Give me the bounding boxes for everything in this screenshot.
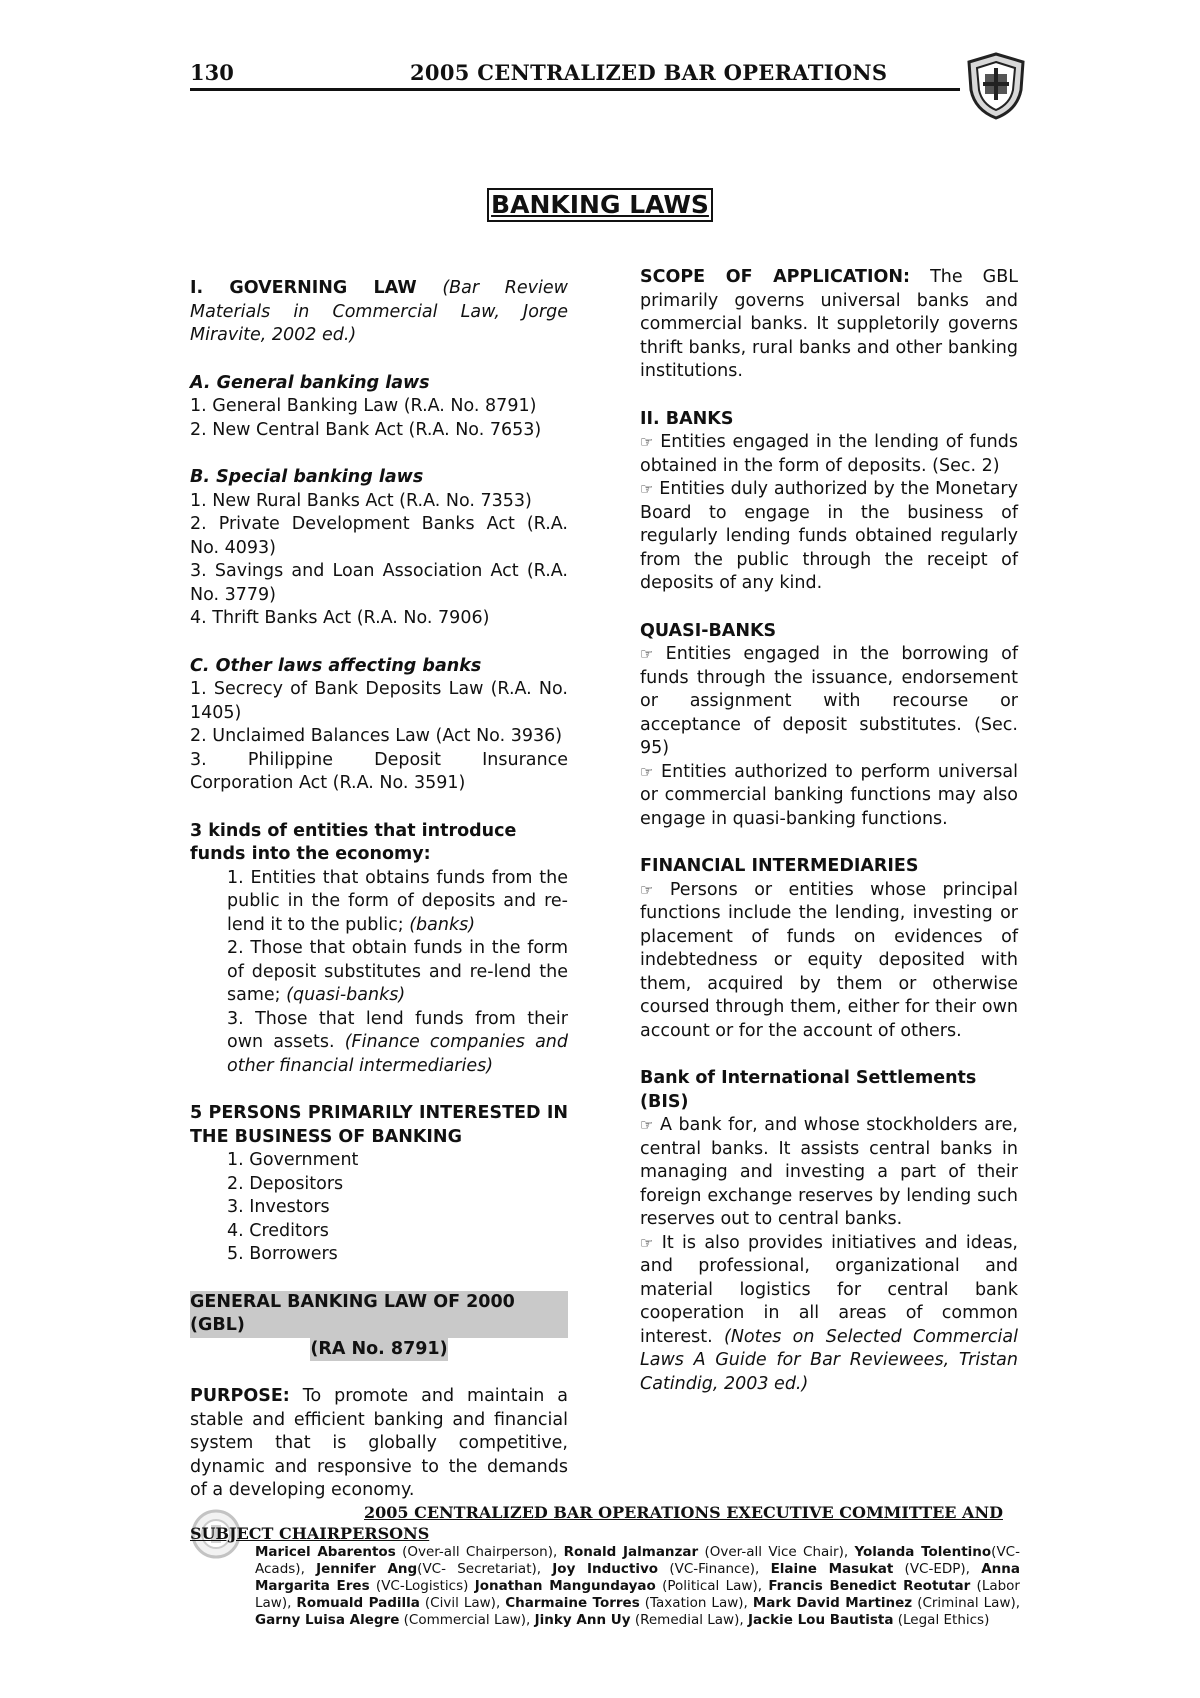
list-item: ☞ Entities authorized to perform universal or commercial banking functions may also engage in quasi-banking functions. xyxy=(640,761,1018,829)
list-item: ☞ Entities engaged in the lending of funds obtained in the form of deposits. (Sec. 2) xyxy=(640,432,1018,476)
list-item: 2. Unclaimed Balances Law (Act No. 3936) xyxy=(190,726,563,746)
running-title: 2005 CENTRALIZED BAR OPERATIONS xyxy=(410,60,888,85)
general-heading: A. General banking laws xyxy=(190,372,430,393)
list-item: 3. Investors xyxy=(227,1197,330,1217)
list-item: 5. Borrowers xyxy=(227,1244,338,1264)
list-item: 2. Depositors xyxy=(227,1173,344,1194)
banks-heading: II. BANKS xyxy=(640,408,734,429)
seal-icon xyxy=(965,52,1027,120)
three-kinds-heading: 3 kinds of entities that introduce funds into the economy: xyxy=(190,820,517,864)
list-item: 1. New Rural Banks Act (R.A. No. 7353) xyxy=(190,490,532,511)
scope: SCOPE OF APPLICATION: The GBL primarily governs universal banks and commercial banks. It suppletorily governs thrift banks, rural banks and other banking institutions. xyxy=(640,267,1018,381)
gbl-ra-number: (RA No. 8791) xyxy=(310,1338,447,1362)
footer-subheading: SUBJECT CHAIRPERSONS xyxy=(190,1524,430,1543)
list-item: 3. Savings and Loan Association Act (R.A. No. 3779) xyxy=(190,561,568,605)
list-item: 4. Thrift Banks Act (R.A. No. 7906) xyxy=(190,608,490,628)
page-title: BANKING LAWS xyxy=(487,188,713,222)
governing-law: I. GOVERNING LAW (Bar Review Materials in Commercial Law, Jorge Miravite, 2002 ed.) xyxy=(190,278,568,345)
pointing-hand-icon: ☞ xyxy=(640,433,654,451)
list-item: 1. General Banking Law (R.A. No. 8791) xyxy=(190,396,537,416)
list-item: 3. Those that lend funds from their own assets. (Finance companies and other financial intermediaries) xyxy=(227,1008,568,1076)
pointing-hand-icon: ☞ xyxy=(640,645,654,663)
list-item: 1. Government xyxy=(227,1150,359,1170)
list-item: 2. New Central Bank Act (R.A. No. 7653) xyxy=(190,419,542,440)
list-item: ☞ It is also provides initiatives and ideas, and professional, organizational and material logistics for central bank cooperation in all areas of common interest. (Notes on Selected Commercial Laws A Guide for Bar Reviewees, Tristan Catindig, 2003 ed.) xyxy=(640,1232,1018,1394)
running-header xyxy=(190,58,960,91)
purpose: PURPOSE: To promote and maintain a stable and efficient banking and financial system that is globally competitive, dynamic and responsive to the demands of a developing economy. xyxy=(190,1386,568,1500)
list-item: 1. Entities that obtains funds from the public in the form of deposits and re-lend it to the public; (banks) xyxy=(227,867,568,935)
list-item: 1. Secrecy of Bank Deposits Law (R.A. No. 1405) xyxy=(190,679,568,723)
committee-list: Maricel Abarentos (Over-all Chairperson), Ronald Jalmanzar (Over-all Vice Chair), Yolanda Tolentino(VC-Acads), Jennifer Ang(VC- Secretariat), Joy Inductivo (VC-Finance), Elaine Masukat (VC-EDP), Anna Margarita Eres (VC-Logistics) Jonathan Mangundayao (Political Law), Francis Benedict Reotutar (Labor Law), Romuald Padilla (Civil Law), Charmaine Torres (Taxation Law), Mark David Martinez (Criminal Law), Garny Luisa Alegre (Commercial Law), Jinky Ann Uy (Remedial Law), Jackie Lou Bautista (Legal Ethics) xyxy=(255,1544,1021,1628)
list-item: ☞ Entities duly authorized by the Monetary Board to engage in the business of regularly lending funds obtained regularly from the public through the receipt of deposits of any kind. xyxy=(640,479,1018,593)
list-item: ☞ Persons or entities whose principal functions include the lending, investing or placement of funds on evidences of indebtedness or equity deposited with them, acquired by them or otherwise coursed through them, either for their own account or for the account of others. xyxy=(640,879,1018,1041)
five-persons-heading: 5 PERSONS PRIMARILY INTERESTED IN THE BUSINESS OF BANKING xyxy=(190,1103,568,1147)
list-item: 3. Philippine Deposit Insurance Corporation Act (R.A. No. 3591) xyxy=(190,749,568,793)
pointing-hand-icon: ☞ xyxy=(640,480,654,498)
pointing-hand-icon: ☞ xyxy=(640,880,654,899)
financial-intermediaries-heading: FINANCIAL INTERMEDIARIES xyxy=(640,856,919,876)
gbl-heading: GENERAL BANKING LAW OF 2000 (GBL) xyxy=(190,1291,568,1338)
pointing-hand-icon: ☞ xyxy=(640,762,654,781)
list-item: ☞ Entities engaged in the borrowing of funds through the issuance, endorsement or assignment with recourse or acceptance of deposit substitutes. (Sec. 95) xyxy=(640,644,1018,758)
list-item: 4. Creditors xyxy=(227,1220,329,1241)
left-column xyxy=(190,277,568,1503)
quasi-banks-heading: QUASI-BANKS xyxy=(640,620,777,641)
right-column xyxy=(640,266,1018,1396)
list-item: 2. Private Development Banks Act (R.A. No. 4093) xyxy=(190,514,568,558)
pointing-hand-icon: ☞ xyxy=(640,1116,654,1134)
special-heading: B. Special banking laws xyxy=(190,467,424,487)
other-heading: C. Other laws affecting banks xyxy=(190,655,482,676)
list-item: 2. Those that obtain funds in the form of deposit substitutes and re-lend the same; (quasi-banks) xyxy=(227,938,568,1005)
page-number: 130 xyxy=(190,60,234,85)
bis-heading: Bank of International Settlements (BIS) xyxy=(640,1068,977,1112)
list-item: ☞ A bank for, and whose stockholders are, central banks. It assists central banks in managing and investing a part of their foreign exchange reserves by lending such reserves out to central banks. xyxy=(640,1115,1018,1229)
pointing-hand-icon: ☞ xyxy=(640,1233,654,1252)
footer-heading: 2005 CENTRALIZED BAR OPERATIONS EXECUTIVE COMMITTEE AND xyxy=(364,1503,1003,1522)
